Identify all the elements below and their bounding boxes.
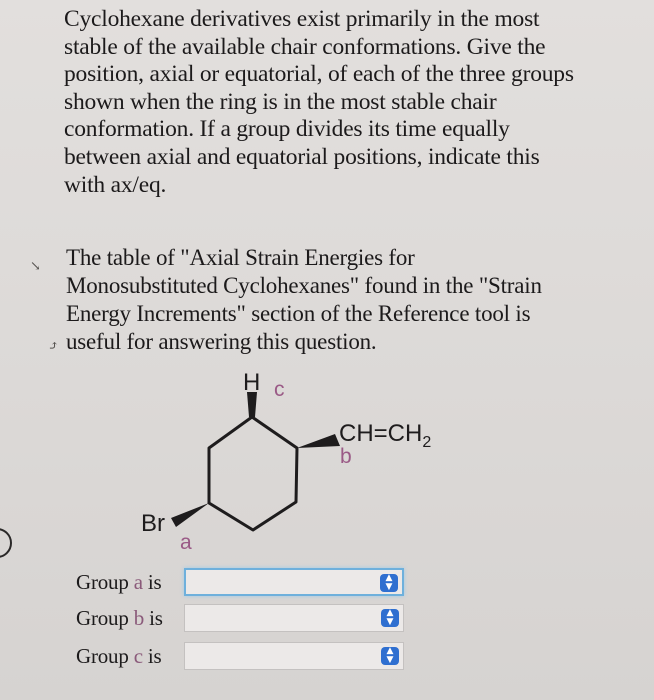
question-line: stable of the available chair conformations. Give the: [64, 33, 546, 60]
up-down-chevron-icon[interactable]: ▲ ▼: [381, 609, 399, 627]
vinyl-group: [339, 420, 431, 451]
group-c-select[interactable]: [184, 642, 404, 670]
question-line: position, axial or equatorial, of each of the three groups: [64, 61, 574, 88]
up-down-chevron-icon[interactable]: ▲ ▼: [380, 574, 398, 592]
cyclohexane-ring: [209, 417, 297, 530]
group-a-select[interactable]: [184, 568, 404, 596]
group-a-question: Group a is: [76, 570, 162, 594]
tick-mark-icon: ↘: [30, 258, 41, 273]
tick-mark-icon: ⤴: [48, 338, 59, 353]
wedge-bond-b: [297, 434, 340, 448]
note-line: useful for answering this question.: [66, 329, 377, 354]
group-b-question: Group b is: [76, 606, 163, 630]
wedge-bond-a: [171, 503, 209, 527]
up-down-chevron-icon[interactable]: ▲ ▼: [381, 647, 399, 665]
question-line: conformation. If a group divides its time equally: [64, 116, 510, 143]
hydrogen-atom: H: [243, 369, 261, 396]
group-c-question: Group c is: [76, 644, 162, 668]
question-line: with ax/eq.: [64, 171, 167, 198]
note-line: Monosubstituted Cyclohexanes" found in the "Strain: [66, 273, 542, 298]
bromine-atom: Br: [141, 510, 165, 537]
vinyl-subscript: 2: [422, 434, 432, 451]
question-line: between axial and equatorial positions, indicate this: [64, 143, 540, 170]
group-b-label: b: [340, 445, 352, 468]
question-line: shown when the ring is in the most stable chair: [64, 88, 497, 115]
vinyl-prefix: CH=CH: [339, 420, 423, 447]
note-line: Energy Increments" section of the Reference tool is: [66, 301, 531, 326]
question-line: Cyclohexane derivatives exist primarily in the most: [64, 6, 540, 32]
group-a-label: a: [180, 531, 192, 554]
group-c-label: c: [274, 378, 285, 401]
note-line: The table of "Axial Strain Energies for: [66, 245, 415, 270]
group-b-select[interactable]: [184, 604, 404, 632]
